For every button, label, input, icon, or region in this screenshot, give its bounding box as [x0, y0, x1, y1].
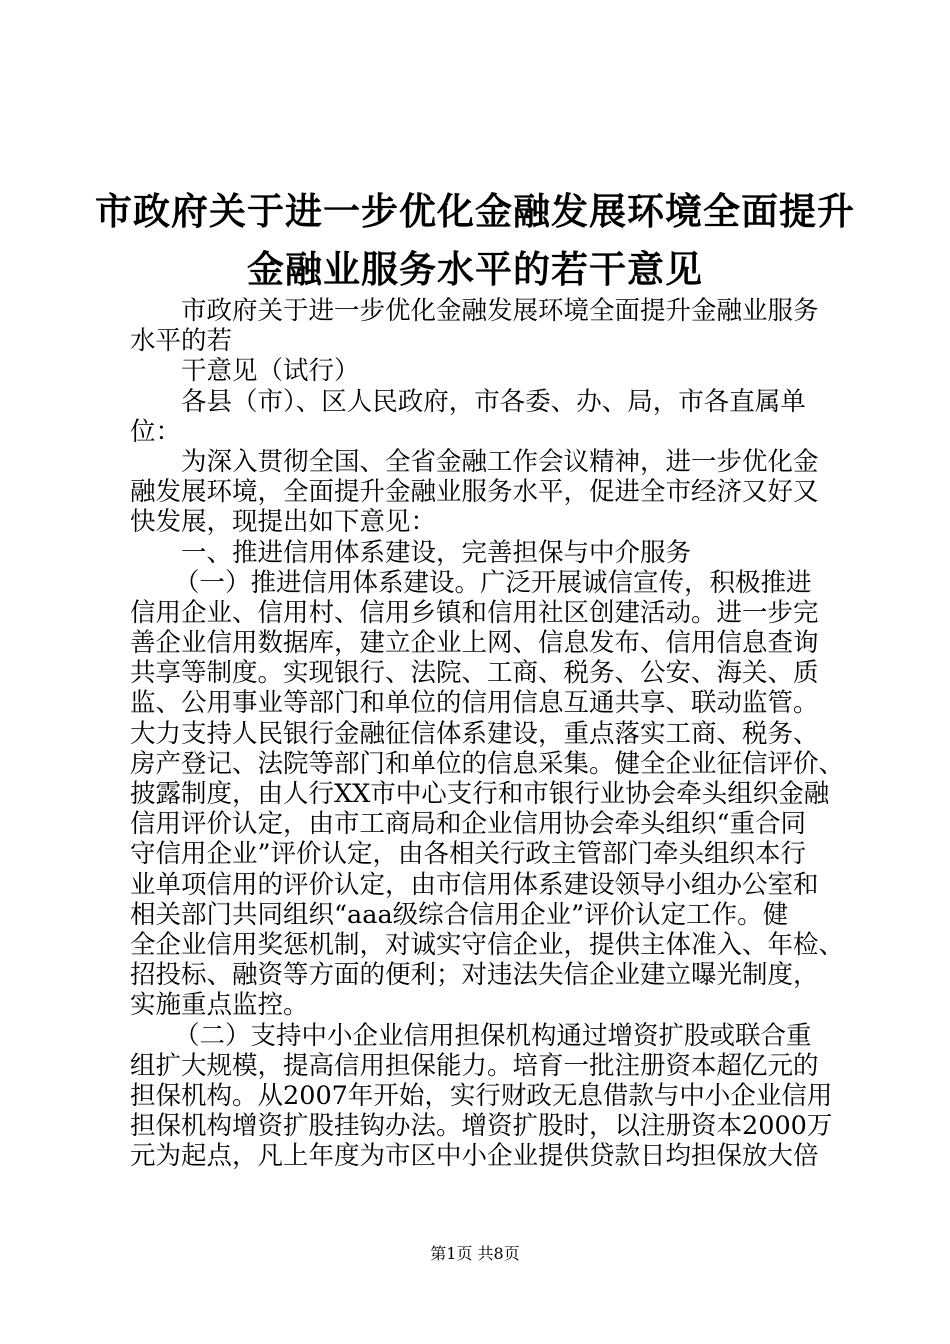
text-line: （一）推进信用体系建设。广泛开展诚信宣传，积极推进	[174, 567, 812, 598]
text-line: 信用评价认定，由市工商局和企业信用协会牵头组织“重合同	[130, 809, 807, 840]
text-line: 一、推进信用体系建设，完善担保与中介服务	[181, 537, 692, 568]
text-line: 水平的若	[130, 326, 233, 357]
text-line: 为深入贯彻全国、全省金融工作会议精神，进一步优化金	[181, 446, 819, 477]
text-line: 快发展，现提出如下意见：	[130, 507, 437, 538]
text-line: （二）支持中小企业信用担保机构通过增资扩股或联合重	[174, 1020, 812, 1051]
text-line: 全企业信用奖惩机制，对诚实守信企业，提供主体准入、年检、	[130, 929, 845, 960]
paragraph-title-tail	[130, 356, 830, 386]
text-line: 融发展环境，全面提升金融业服务水平，促进全市经济又好又	[130, 477, 819, 508]
paragraph-intro	[130, 447, 830, 538]
paragraph-title-repeat	[130, 296, 830, 356]
text-line: 守信用企业”评价认定，由各相关行政主管部门牵头组织本行	[130, 839, 807, 870]
paragraph-item-2	[130, 1020, 833, 1172]
text-line: 干意见（试行）	[181, 356, 360, 387]
text-line: 监、公用事业等部门和单位的信用信息互通共享、联动监管。	[130, 688, 819, 719]
title-line-2: 金融业服务水平的若干意见	[247, 248, 703, 291]
text-line: 市政府关于进一步优化金融发展环境全面提升金融业服务	[181, 296, 819, 326]
text-line: 实施重点监控。	[130, 990, 309, 1021]
text-line: 招投标、融资等方面的便利；对违法失信企业建立曝光制度，	[130, 960, 819, 991]
text-line: 位：	[130, 416, 182, 447]
section-heading	[130, 538, 830, 568]
document-body	[130, 296, 845, 1172]
paragraph-addressee	[130, 387, 830, 447]
text-line: 披露制度，由人行XX市中心支行和市银行业协会牵头组织金融	[130, 779, 830, 809]
text-line: 相关部门共同组织“aaa级综合信用企业”评价认定工作。健	[130, 899, 789, 930]
text-line: 业单项信用的评价认定，由市信用体系建设领导小组办公室和	[130, 869, 819, 900]
paragraph-item-1	[130, 567, 845, 1021]
text-line: 房产登记、法院等部门和单位的信息采集。健全企业征信评价、	[130, 748, 845, 779]
title-line-1: 市政府关于进一步优化金融发展环境全面提升	[95, 190, 855, 233]
text-line: 善企业信用数据库，建立企业上网、信息发布、信用信息查询	[130, 628, 819, 659]
text-line: 各县（市）、区人民政府，市各委、办、局，市各直属单	[181, 386, 806, 417]
text-line: 担保机构。从2007年开始，实行财政无息借款与中小企业信用	[130, 1080, 833, 1111]
text-line: 元为起点，凡上年度为市区中小企业提供贷款日均担保放大倍	[130, 1141, 819, 1172]
text-line: 担保机构增资扩股挂钩办法。增资扩股时，以注册资本2000万	[130, 1111, 833, 1142]
text-line: 组扩大规模，提高信用担保能力。培育一批注册资本超亿元的	[130, 1050, 819, 1081]
text-line: 共享等制度。实现银行、法院、工商、税务、公安、海关、质	[130, 658, 819, 689]
page-footer: 第1页 共8页	[430, 1244, 520, 1263]
text-line: 大力支持人民银行金融征信体系建设，重点落实工商、税务、	[130, 718, 819, 749]
text-line: 信用企业、信用村、信用乡镇和信用社区创建活动。进一步完	[130, 597, 819, 628]
